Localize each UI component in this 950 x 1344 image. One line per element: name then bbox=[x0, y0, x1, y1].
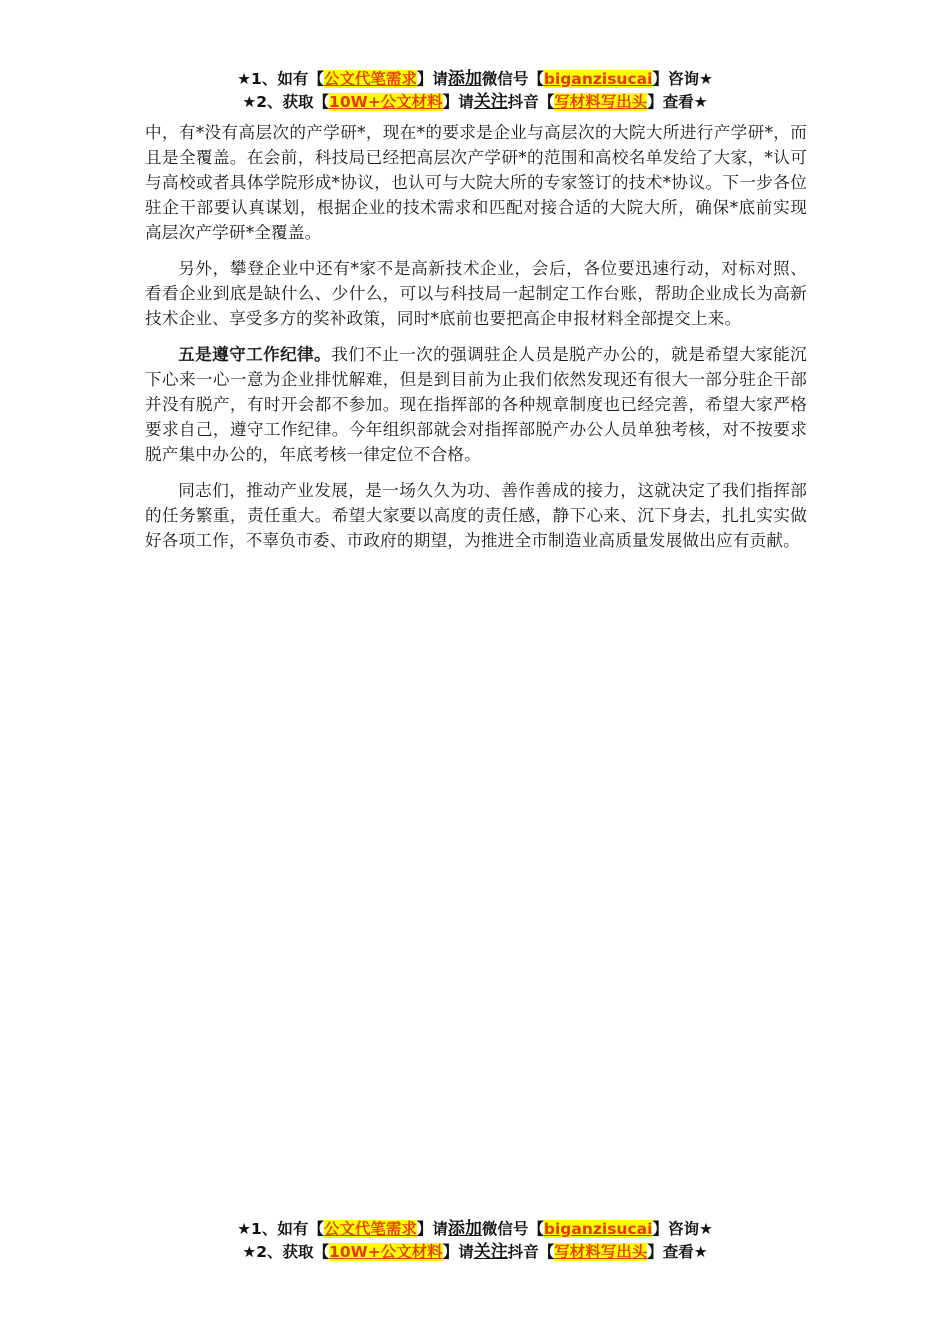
highlight-douyin-id: 写材料写出头 bbox=[554, 1243, 648, 1261]
underline-follow: 关注 bbox=[473, 1242, 508, 1262]
banner-text: 】咨询★ bbox=[652, 1220, 713, 1238]
highlight-materials: 10W+公文材料 bbox=[329, 93, 443, 111]
banner-text: 】请 bbox=[442, 93, 474, 111]
banner-line-1 bbox=[0, 68, 950, 91]
banner-text: ★1、如有【 bbox=[237, 1220, 324, 1238]
paragraph-3 bbox=[145, 342, 807, 467]
underline-add: 添加 bbox=[447, 69, 482, 89]
banner-text: 】请 bbox=[442, 1243, 474, 1261]
header-banner bbox=[0, 68, 950, 114]
banner-line-2 bbox=[0, 1241, 950, 1264]
banner-text: 抖音【 bbox=[507, 1243, 555, 1261]
highlight-service: 公文代笔需求 bbox=[323, 1220, 417, 1238]
paragraph-1: 中，有*没有高层次的产学研*，现在*的要求是企业与高层次的大院大所进行产学研*，而且是全覆盖。在会前，科技局已经把高层次产学研*的范围和高校名单发给了大家，*认可与高校或者具体学院形成*协议，也认可与大院大所的专家签订的技术*协议。下一步各位驻企干部要认真谋划，根据企业的技术需求和匹配对接合适的大院大所，确保*底前实现高层次产学研*全覆盖。 bbox=[145, 123, 807, 242]
banner-text: 微信号【 bbox=[481, 70, 544, 88]
underline-follow: 关注 bbox=[473, 92, 508, 112]
section-heading: 五是遵守工作纪律。 bbox=[178, 344, 332, 364]
document-body bbox=[145, 120, 807, 564]
banner-text: 抖音【 bbox=[507, 93, 555, 111]
banner-text: 】查看★ bbox=[647, 93, 708, 111]
paragraph-2: 另外，攀登企业中还有*家不是高新技术企业，会后，各位要迅速行动，对标对照、看看企业到底是缺什么、少什么，可以与科技局一起制定工作台账，帮助企业成长为高新技术企业、享受多方的奖补政策，同时*底前也要把高企申报材料全部提交上来。 bbox=[145, 259, 807, 328]
banner-text: ★1、如有【 bbox=[237, 70, 324, 88]
highlight-wechat-id: biganzisucai bbox=[543, 70, 653, 88]
paragraph-4: 同志们，推动产业发展，是一场久久为功、善作善成的接力，这就决定了我们指挥部的任务繁重，责任重大。希望大家要以高度的责任感，静下心来、沉下身去，扎扎实实做好各项工作，不辜负市委、市政府的期望，为推进全市制造业高质量发展做出应有贡献。 bbox=[145, 481, 807, 550]
paragraph-3-text: 我们不止一次的强调驻企人员是脱产办公的，就是希望大家能沉下心来一心一意为企业排忧解难，但是到目前为止我们依然发现还有很大一部分驻企干部并没有脱产，有时开会都不参加。现在指挥部的各种规章制度也已经完善，希望大家严格要求自己，遵守工作纪律。今年组织部就会对指挥部脱产办公人员单独考核，对不按要求脱产集中办公的，年底考核一律定位不合格。 bbox=[145, 345, 807, 464]
banner-text: 】查看★ bbox=[647, 1243, 708, 1261]
banner-line-1 bbox=[0, 1218, 950, 1241]
banner-text: 】咨询★ bbox=[652, 70, 713, 88]
banner-line-2 bbox=[0, 91, 950, 114]
highlight-materials: 10W+公文材料 bbox=[329, 1243, 443, 1261]
footer-banner bbox=[0, 1218, 950, 1264]
banner-text: ★2、获取【 bbox=[242, 93, 330, 111]
banner-text: 微信号【 bbox=[481, 1220, 544, 1238]
banner-text: 】请 bbox=[416, 70, 448, 88]
highlight-service: 公文代笔需求 bbox=[323, 70, 417, 88]
highlight-wechat-id: biganzisucai bbox=[543, 1220, 653, 1238]
banner-text: 】请 bbox=[416, 1220, 448, 1238]
underline-add: 添加 bbox=[447, 1219, 482, 1239]
banner-text: ★2、获取【 bbox=[242, 1243, 330, 1261]
highlight-douyin-id: 写材料写出头 bbox=[554, 93, 648, 111]
